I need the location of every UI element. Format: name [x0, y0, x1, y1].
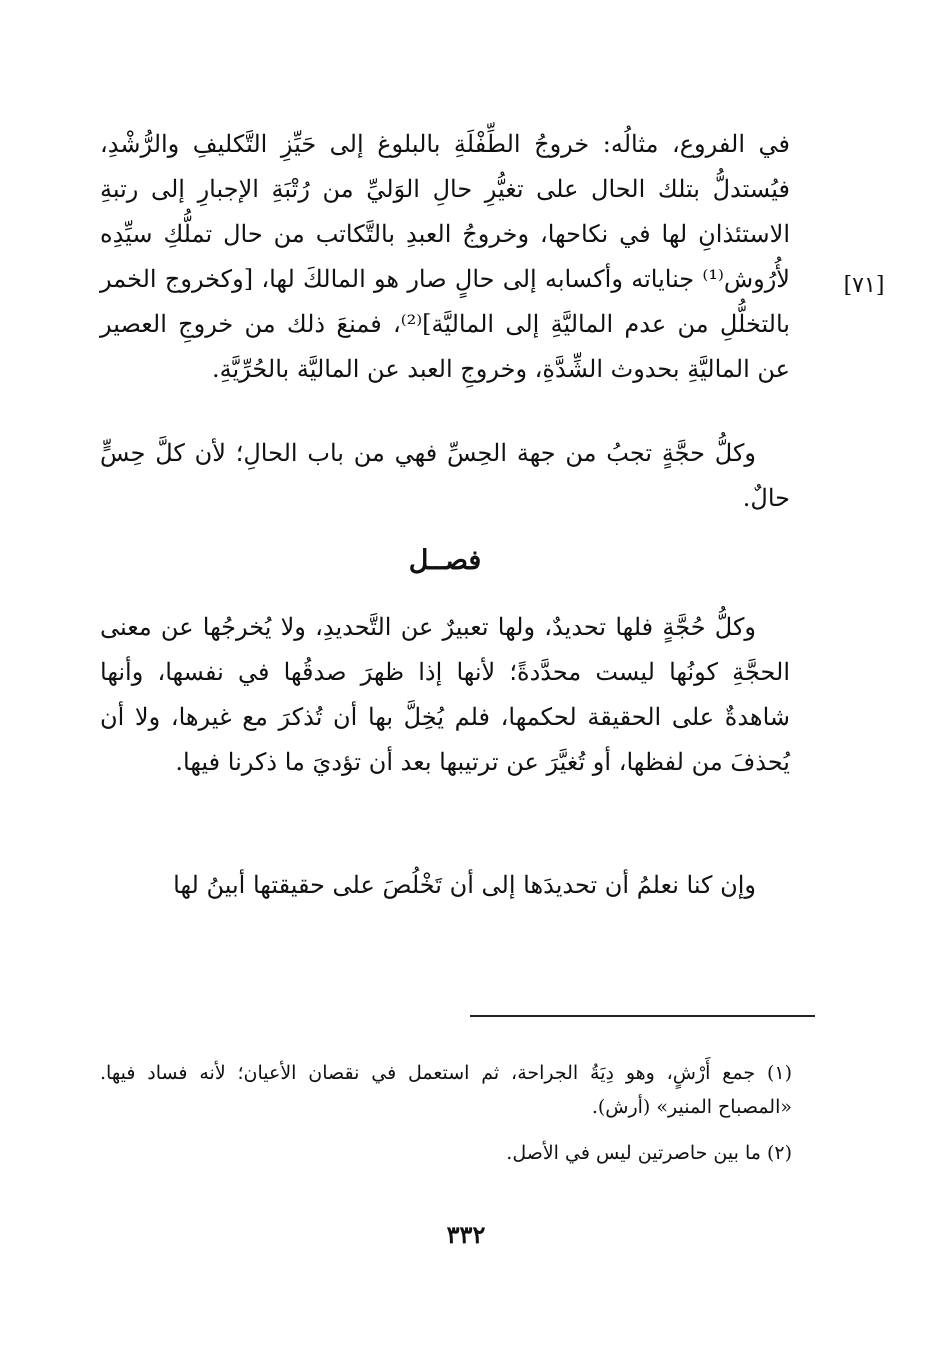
footnote-1: (١) جمع أَرْشٍ، وهو دِيَةُ الجراحة، ثم استعمل في نقصان الأعيان؛ لأنه فساد فيها. «المصباح المنير» (أرش).: [100, 1062, 792, 1118]
section-heading: فصــل: [408, 545, 482, 576]
margin-page-marker: [٧١]: [843, 273, 885, 298]
footnote-2: (٢) ما بين حاصرتين ليس في الأصل.: [506, 1142, 792, 1164]
paragraph-1: في الفروع، مثالُه: خروجُ الطِّفْلَةِ بالبلوغ إلى حَيِّزِ التَّكليفِ والرُّشْدِ، فيُستدلُّ بتلك الحال على تغيُّرِ حالِ الوَليِّ من رُتْبَةِ الإجبارِ إلى رتبةِ الاستئذانِ لها في نكاحها، وخروجُ العبدِ بالتَّكاتب من حال تملُّكِ سيِّدِه لأُرُوش⁽¹⁾ جناياته وأكسابه إلى حالٍ صار هو المالكَ لها، [وكخروج الخمر بالتخلُّلِ من عدم الماليَّةِ إلى الماليَّة]⁽²⁾، فمنعَ ذلك من خروجِ العصير عن الماليَّةِ بحدوث الشِّدَّةِ، وخروجِ العبد عن الماليَّة بالحُرِّيَّةِ.: [100, 130, 790, 383]
paragraph-3: وكلُّ حُجَّةٍ فلها تحديدٌ، ولها تعبيرٌ عن التَّحديدِ، ولا يُخرجُها عن معنى الحجَّةِ كونُها ليست محدَّدةً؛ لأنها إذا ظهرَ صدقُها في نفسها، وأنها شاهدةٌ على الحقيقة لحكمها، فلم يُخِلَّ بها أن تُذكرَ مع غيرها، ولا أن يُحذفَ من لفظها، أو تُغيَّرَ عن ترتيبها بعد أن تؤديَ ما ذكرنا فيها.: [100, 613, 790, 776]
paragraph-4: وإن كنا نعلمُ أن تحديدَها إلى أن تَخْلُصَ على حقيقتها أبينُ لها: [173, 871, 756, 899]
footnote-divider: [470, 1015, 815, 1017]
page-number: ٣٣٢: [446, 1220, 486, 1249]
paragraph-2: وكلُّ حجَّةٍ تجبُ من جهة الحِسِّ فهي من باب الحالِ؛ لأن كلَّ حِسٍّ حالٌ.: [100, 439, 790, 512]
